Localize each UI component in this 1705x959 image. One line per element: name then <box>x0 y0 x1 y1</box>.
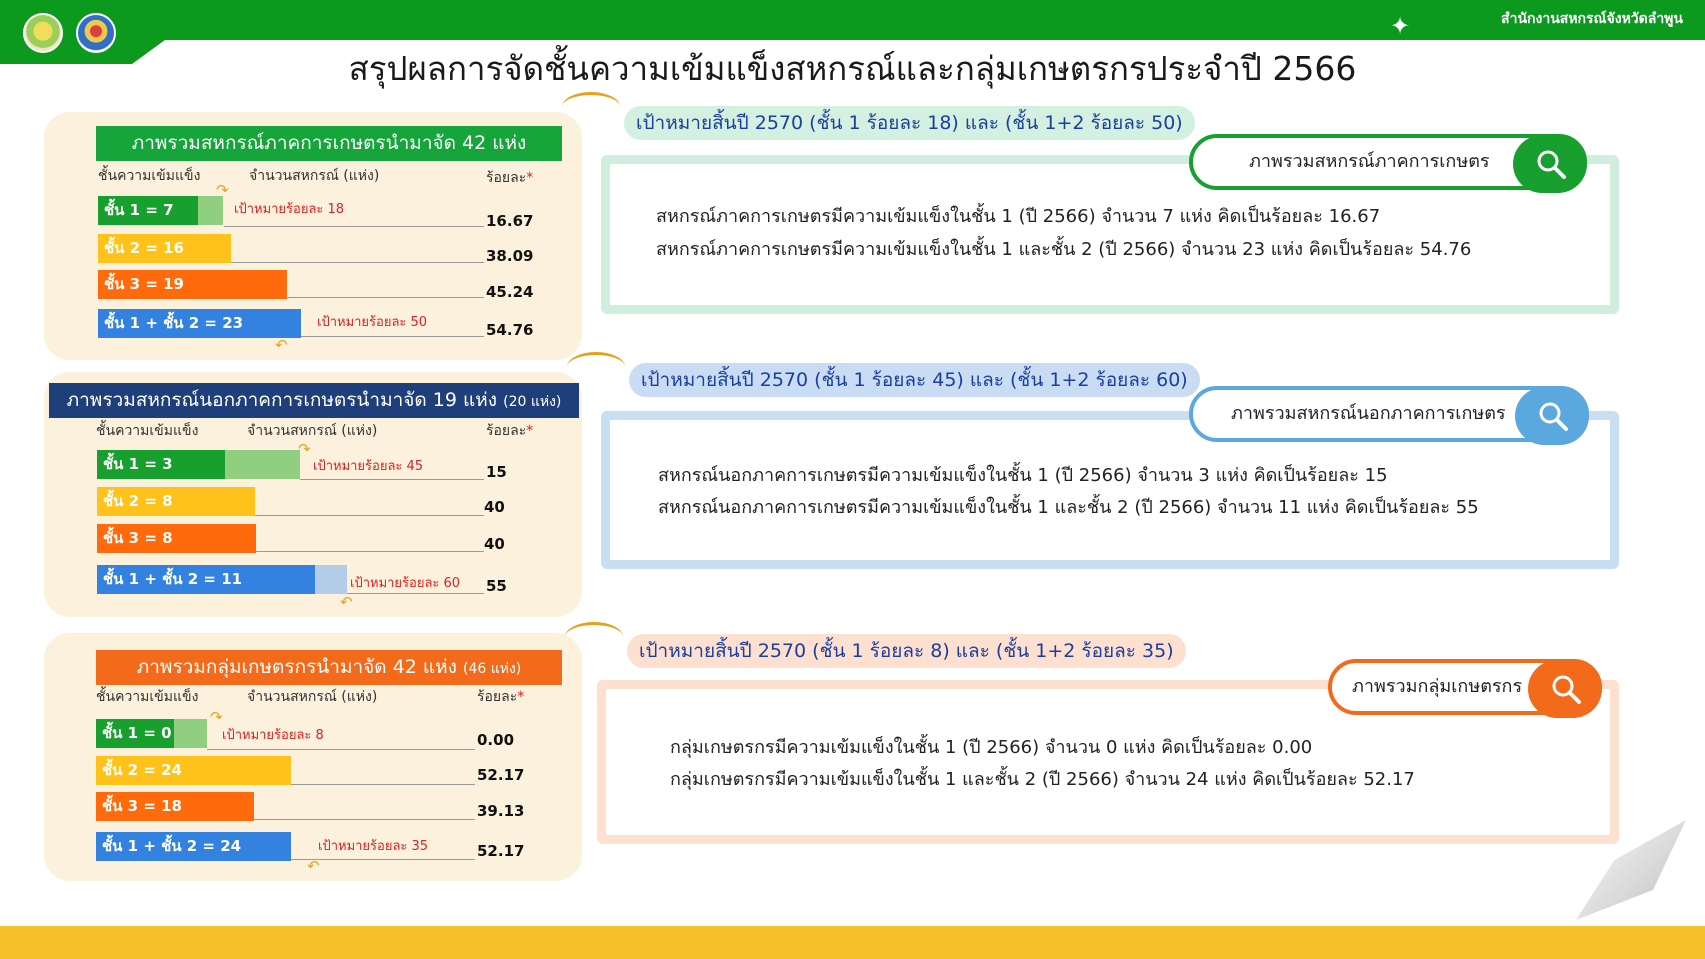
level1-target-bar <box>198 196 223 225</box>
column-level-header: ชั้นความเข้มแข็ง <box>96 423 199 439</box>
farmer-group-search-label: ภาพรวมกลุ่มเกษตรกร <box>1352 676 1523 697</box>
target-arrow-icon: ↷ <box>210 708 223 726</box>
footer-bar <box>0 926 1705 959</box>
level1-2-target-bar <box>315 565 347 594</box>
level2-bar: ชั้น 2 = 16 <box>98 234 231 263</box>
level1-2-bar: ชั้น 1 + ชั้น 2 = 23 <box>98 309 301 338</box>
search-icon <box>1548 671 1584 707</box>
row-rule <box>254 515 484 516</box>
target-arrow-icon: ↶ <box>275 336 288 354</box>
farmer-group-panel-title: ภาพรวมกลุ่มเกษตรกรนำมาจัด 42 แห่ง (46 แห่ง) <box>96 650 562 685</box>
row-rule <box>300 479 484 480</box>
level2-bar: ชั้น 2 = 8 <box>97 487 255 516</box>
level1-percent: 15 <box>486 463 507 481</box>
row-rule <box>290 784 475 785</box>
level1-2-bar: ชั้น 1 + ชั้น 2 = 24 <box>96 832 291 861</box>
level1-target-label: เป้าหมายร้อยละ 45 <box>313 459 424 474</box>
target-arrow-icon: ↶ <box>307 857 320 875</box>
column-percent-header: ร้อยละ* <box>477 689 525 705</box>
level1-2-target-label: เป้าหมายร้อยละ 60 <box>350 576 461 591</box>
row-rule <box>255 551 484 552</box>
farmer-group-goal-pill: เป้าหมายสิ้นปี 2570 (ชั้น 1 ร้อยละ 8) และ (ชั้น 1+2 ร้อยละ 35) <box>627 634 1186 668</box>
agri-search-label: ภาพรวมสหกรณ์ภาคการเกษตร <box>1249 151 1490 172</box>
row-rule <box>300 336 484 337</box>
level2-percent: 38.09 <box>486 247 534 265</box>
level1-target-label: เป้าหมายร้อยละ 18 <box>234 202 345 217</box>
search-icon <box>1533 146 1569 182</box>
swirl-arrow-icon <box>565 622 623 652</box>
column-percent-header: ร้อยละ* <box>486 170 534 186</box>
non-agri-search-label: ภาพรวมสหกรณ์นอกภาคการเกษตร <box>1231 403 1506 424</box>
level1-2-bar: ชั้น 1 + ชั้น 2 = 11 <box>97 565 315 594</box>
non-agri-search-pill[interactable] <box>1189 386 1589 442</box>
level3-bar: ชั้น 3 = 8 <box>97 524 256 553</box>
non-agri-summary-line-1: สหกรณ์นอกภาคการเกษตรมีความเข้มแข็งในชั้น 1 (ปี 2566) จำนวน 3 แห่ง คิดเป็นร้อยละ 15 <box>658 465 1388 486</box>
search-button[interactable] <box>1513 135 1587 193</box>
swirl-arrow-icon <box>562 92 620 122</box>
level3-bar: ชั้น 3 = 19 <box>98 270 287 299</box>
non-agri-summary-line-2: สหกรณ์นอกภาคการเกษตรมีความเข้มแข็งในชั้น 1 และชั้น 2 (ปี 2566) จำนวน 11 แห่ง คิดเป็นร้อยละ 55 <box>658 497 1479 518</box>
level3-percent: 45.24 <box>486 283 534 301</box>
level1-2-percent: 52.17 <box>477 842 525 860</box>
target-arrow-icon: ↷ <box>216 181 229 199</box>
page-title: สรุปผลการจัดชั้นความเข้มแข็งสหกรณ์และกลุ่มเกษตรกรประจำปี 2566 <box>348 49 1357 88</box>
level1-2-target-label: เป้าหมายร้อยละ 50 <box>317 315 428 330</box>
farmer-group-summary-line-2: กลุ่มเกษตรกรมีความเข้มแข็งในชั้น 1 และชั้น 2 (ปี 2566) จำนวน 24 แห่ง คิดเป็นร้อยละ 52.17 <box>670 769 1415 790</box>
level1-percent: 0.00 <box>477 731 515 749</box>
agri-summary-line-2: สหกรณ์ภาคการเกษตรมีความเข้มแข็งในชั้น 1 และชั้น 2 (ปี 2566) จำนวน 23 แห่ง คิดเป็นร้อยละ 54.76 <box>656 239 1472 260</box>
level3-percent: 39.13 <box>477 802 525 820</box>
level1-bar: ชั้น 1 = 3 <box>97 450 225 479</box>
column-count-header: จำนวนสหกรณ์ (แห่ง) <box>249 168 380 184</box>
agri-search-pill[interactable] <box>1189 134 1587 190</box>
sparkle-icon: ✦ <box>1390 12 1411 40</box>
agri-summary-line-1: สหกรณ์ภาคการเกษตรมีความเข้มแข็งในชั้น 1 (ปี 2566) จำนวน 7 แห่ง คิดเป็นร้อยละ 16.67 <box>656 206 1381 227</box>
target-arrow-icon: ↶ <box>340 593 353 611</box>
column-level-header: ชั้นความเข้มแข็ง <box>96 689 199 705</box>
search-icon <box>1535 398 1571 434</box>
non-agri-coop-panel-title: ภาพรวมสหกรณ์นอกภาคการเกษตรนำมาจัด 19 แห่ง (20 แห่ง) <box>49 383 579 418</box>
swirl-arrow-icon <box>567 352 625 382</box>
level1-target-label: เป้าหมายร้อยละ 8 <box>222 728 324 743</box>
level2-percent: 52.17 <box>477 766 525 784</box>
row-rule <box>253 819 475 820</box>
level1-2-target-label: เป้าหมายร้อยละ 35 <box>318 839 429 854</box>
row-rule <box>224 226 484 227</box>
level1-target-bar <box>225 450 300 479</box>
column-percent-header: ร้อยละ* <box>486 423 534 439</box>
column-level-header: ชั้นความเข้มแข็ง <box>98 168 201 184</box>
search-button[interactable] <box>1528 660 1602 718</box>
search-button[interactable] <box>1515 387 1589 445</box>
level1-bar: ชั้น 1 = 0 <box>96 719 174 748</box>
level1-2-percent: 55 <box>486 577 507 595</box>
agri-coop-panel-title: ภาพรวมสหกรณ์ภาคการเกษตรนำมาจัด 42 แห่ง <box>96 126 562 161</box>
row-rule <box>207 749 475 750</box>
header-bar <box>0 0 1705 40</box>
level1-2-percent: 54.76 <box>486 321 534 339</box>
farmer-group-summary-line-1: กลุ่มเกษตรกรมีความเข้มแข็งในชั้น 1 (ปี 2566) จำนวน 0 แห่ง คิดเป็นร้อยละ 0.00 <box>670 737 1313 758</box>
target-arrow-icon: ↷ <box>298 440 311 458</box>
level2-bar: ชั้น 2 = 24 <box>96 756 291 785</box>
level1-bar: ชั้น 1 = 7 <box>98 196 198 225</box>
row-rule <box>286 297 484 298</box>
non-agri-goal-pill: เป้าหมายสิ้นปี 2570 (ชั้น 1 ร้อยละ 45) และ (ชั้น 1+2 ร้อยละ 60) <box>629 363 1200 397</box>
row-rule <box>347 593 484 594</box>
column-count-header: จำนวนสหกรณ์ (แห่ง) <box>247 423 378 439</box>
column-count-header: จำนวนสหกรณ์ (แห่ง) <box>247 689 378 705</box>
office-name: สำนักงานสหกรณ์จังหวัดลำพูน <box>1501 11 1683 27</box>
farmer-group-search-pill[interactable] <box>1328 659 1602 715</box>
agri-goal-pill: เป้าหมายสิ้นปี 2570 (ชั้น 1 ร้อยละ 18) และ (ชั้น 1+2 ร้อยละ 50) <box>624 106 1195 140</box>
level2-percent: 40 <box>484 498 505 516</box>
level1-target-bar <box>174 719 207 748</box>
level3-bar: ชั้น 3 = 18 <box>96 792 254 821</box>
row-rule <box>230 262 484 263</box>
level3-percent: 40 <box>484 535 505 553</box>
level1-percent: 16.67 <box>486 212 534 230</box>
